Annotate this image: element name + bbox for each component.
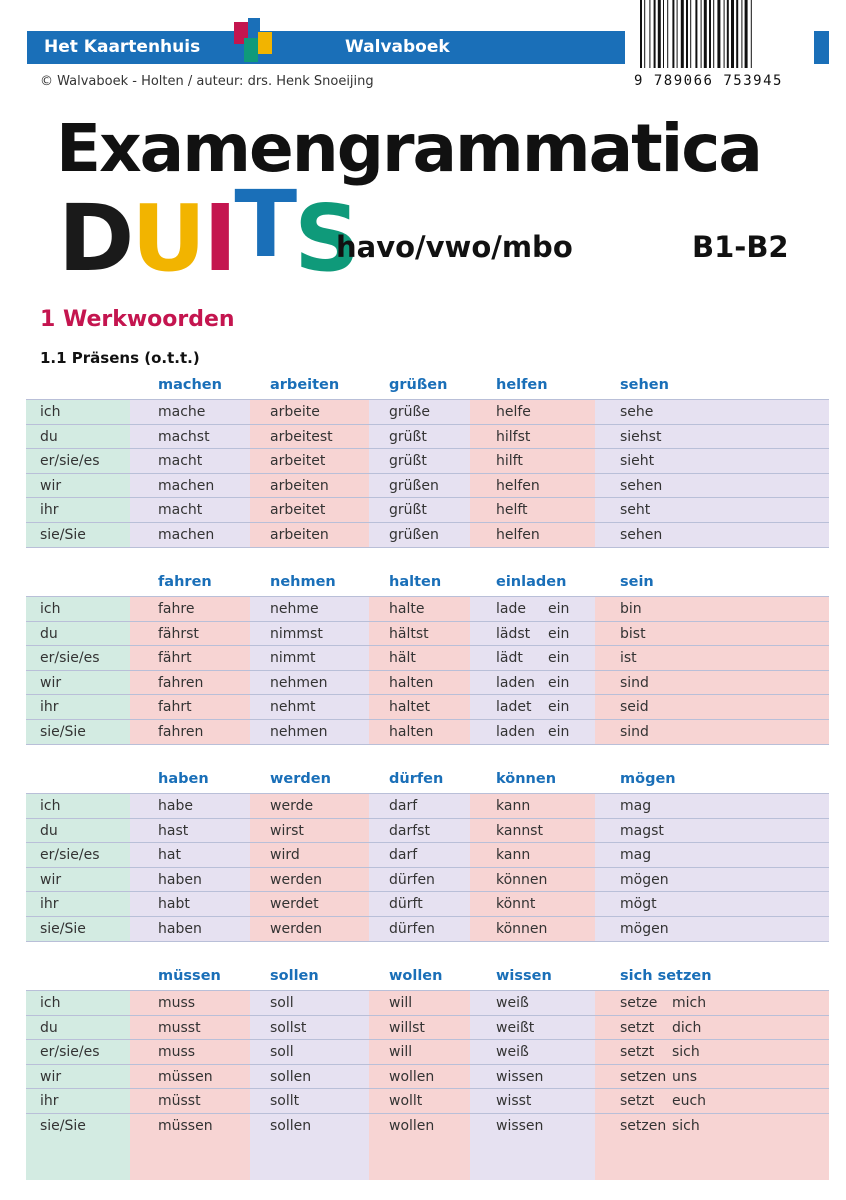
pronoun-label: wir	[40, 871, 62, 888]
table-row	[26, 867, 829, 892]
verb-form: fahren	[158, 674, 204, 691]
verb-infinitive: sehen	[620, 377, 669, 393]
verb-infinitive: sollen	[270, 968, 319, 984]
duits-letter-u: U	[131, 185, 204, 292]
table-row	[26, 399, 829, 424]
verb-infinitive: machen	[158, 377, 222, 393]
conjugation-table	[26, 377, 829, 547]
verb-form: haltet	[389, 699, 430, 716]
verb-form: können	[496, 921, 548, 937]
pronoun-label: sie/Sie	[40, 1118, 86, 1134]
verb-form: darf	[389, 798, 418, 814]
verb-form: grüßen	[389, 527, 439, 543]
verb-form: bist	[620, 625, 646, 642]
table-row	[26, 596, 829, 621]
verb-form: nimmt	[270, 650, 316, 667]
verb-form: fahren	[158, 724, 204, 740]
target-levels: havo/vwo/mbo	[336, 230, 573, 264]
conjugation-table	[26, 771, 829, 941]
verb-form: müssen	[158, 1068, 213, 1085]
table-row	[26, 645, 829, 670]
verb-form: ladet	[496, 699, 532, 716]
verb-form: grüßt	[389, 428, 427, 445]
verb-form: mag	[620, 798, 652, 814]
duits-letter-s: S	[294, 185, 358, 292]
verb-form: sehe	[620, 404, 654, 420]
table-row	[26, 793, 829, 818]
verb-form: halten	[389, 674, 434, 691]
pronoun-label: wir	[40, 477, 62, 494]
verb-form: werde	[270, 798, 314, 814]
verb-form: dürfen	[389, 871, 435, 888]
verb-form: halten	[389, 724, 434, 740]
pronoun-label: ihr	[40, 502, 59, 519]
verb-infinitive: fahren	[158, 574, 212, 590]
pronoun-label: du	[40, 428, 58, 445]
page-title: Examengrammatica	[56, 110, 761, 187]
verb-form: soll	[270, 995, 294, 1011]
table-row	[26, 497, 829, 522]
pronoun-label: ich	[40, 995, 61, 1011]
table-row	[26, 842, 829, 867]
verb-form: grüßen	[389, 477, 439, 494]
verb-form: lade	[496, 601, 526, 617]
duits-letter-t: T	[234, 171, 295, 278]
verb-form: lädst	[496, 625, 531, 642]
verb-form: mögt	[620, 896, 657, 913]
verb-infinitive: müssen	[158, 968, 221, 984]
verb-form: arbeitet	[270, 502, 326, 519]
verb-infinitive: nehmen	[270, 574, 336, 590]
table-row	[26, 891, 829, 916]
verb-form: werden	[270, 871, 322, 888]
table-row	[26, 473, 829, 498]
conjugation-grid	[26, 596, 829, 744]
verb-form: helfe	[496, 404, 531, 420]
conjugation-grid	[26, 793, 829, 941]
verb-form: helft	[496, 502, 528, 519]
verb-form: hältst	[389, 625, 429, 642]
table-row	[26, 916, 829, 941]
verb-form: sehen	[620, 477, 663, 494]
verb-form: hält	[389, 650, 416, 667]
verb-form: grüßt	[389, 502, 427, 519]
verb-form: arbeite	[270, 404, 320, 420]
table-row	[26, 990, 829, 1015]
verb-form: mag	[620, 847, 652, 864]
verb-form: kannst	[496, 822, 543, 839]
verb-form: siehst	[620, 428, 662, 445]
verb-form: hat	[158, 847, 181, 864]
table-row	[26, 818, 829, 843]
table-row	[26, 719, 829, 744]
verb-form: müssen	[158, 1118, 213, 1134]
verb-form: mögen	[620, 871, 669, 888]
table-bottom-rule	[26, 547, 829, 548]
verb-form: weiß	[496, 995, 529, 1011]
verb-form: macht	[158, 453, 203, 470]
verb-form: setze	[620, 995, 658, 1011]
table-row	[26, 694, 829, 719]
verb-form: helfen	[496, 527, 540, 543]
verb-form: grüße	[389, 404, 430, 420]
verb-particle: dich	[672, 1019, 702, 1036]
verb-form: müsst	[158, 1093, 201, 1110]
pronoun-label: du	[40, 822, 58, 839]
table-row	[26, 1113, 829, 1138]
table-row	[26, 1015, 829, 1040]
verb-form: wirst	[270, 822, 304, 839]
verb-infinitive: haben	[158, 771, 209, 787]
duits-letter-d: D	[58, 185, 132, 292]
verb-form: seid	[620, 699, 649, 716]
verb-form: haben	[158, 871, 202, 888]
verb-form: muss	[158, 995, 196, 1011]
verb-particle: mich	[672, 995, 707, 1011]
pronoun-label: ihr	[40, 699, 59, 716]
publisher-name: Het Kaartenhuis	[44, 37, 201, 57]
table-row	[26, 621, 829, 646]
verb-form: sieht	[620, 453, 655, 470]
copyright-line: © Walvaboek - Holten / auteur: drs. Henk Snoeijing	[40, 74, 374, 89]
verb-particle: sich	[672, 1044, 700, 1061]
pronoun-label: sie/Sie	[40, 921, 86, 937]
pronoun-label: ihr	[40, 1093, 59, 1110]
verb-form: nehmen	[270, 724, 328, 740]
pronoun-label: ich	[40, 404, 61, 420]
verb-form: wissen	[496, 1068, 544, 1085]
verb-form: arbeiten	[270, 477, 329, 494]
verb-form: wisst	[496, 1093, 532, 1110]
table-row	[26, 448, 829, 473]
verb-form: nehmt	[270, 699, 316, 716]
pronoun-label: er/sie/es	[40, 650, 100, 667]
verb-form: mache	[158, 404, 206, 420]
verb-particle: ein	[548, 601, 570, 617]
subsection-heading: 1.1 Präsens (o.t.t.)	[40, 349, 200, 367]
verb-form: setzen	[620, 1118, 667, 1134]
verb-form: hast	[158, 822, 189, 839]
pronoun-label: du	[40, 1019, 58, 1036]
barcode-icon	[636, 0, 806, 70]
verb-form: machst	[158, 428, 210, 445]
isbn-number: 9 789066 753945	[634, 73, 783, 89]
pronoun-label: du	[40, 625, 58, 642]
verb-form: machen	[158, 527, 215, 543]
verb-form: könnt	[496, 896, 536, 913]
cefr-level: B1-B2	[692, 230, 789, 264]
verb-form: muss	[158, 1044, 196, 1061]
header-band	[27, 31, 625, 64]
table-bottom-rule	[26, 744, 829, 745]
kaartenhuis-logo-icon	[230, 18, 276, 64]
verb-form: wollen	[389, 1068, 435, 1085]
verb-form: nimmst	[270, 625, 323, 642]
verb-form: darf	[389, 847, 418, 864]
pronoun-label: ihr	[40, 896, 59, 913]
verb-form: sollen	[270, 1068, 312, 1085]
verb-form: laden	[496, 674, 535, 691]
pronoun-label: ich	[40, 601, 61, 617]
verb-form: wird	[270, 847, 300, 864]
verb-form: weiß	[496, 1044, 529, 1061]
pronoun-label: er/sie/es	[40, 453, 100, 470]
verb-form: willst	[389, 1019, 425, 1036]
verb-form: machen	[158, 477, 215, 494]
verb-form: darfst	[389, 822, 430, 839]
verb-form: werden	[270, 921, 322, 937]
verb-form: sollt	[270, 1093, 300, 1110]
verb-infinitive: helfen	[496, 377, 548, 393]
verb-form: setzt	[620, 1044, 655, 1061]
verb-form: setzt	[620, 1093, 655, 1110]
pronoun-label: wir	[40, 1068, 62, 1085]
table-row	[26, 424, 829, 449]
pronoun-label: wir	[40, 674, 62, 691]
verb-form: dürft	[389, 896, 423, 913]
verb-form: setzt	[620, 1019, 655, 1036]
verb-infinitive: sein	[620, 574, 654, 590]
verb-infinitive: mögen	[620, 771, 676, 787]
duits-logo	[58, 171, 358, 292]
conjugation-grid	[26, 990, 829, 1180]
conjugation-grid	[26, 399, 829, 547]
verb-header-row	[26, 574, 829, 596]
pronoun-label: sie/Sie	[40, 724, 86, 740]
verb-form: setzen	[620, 1068, 667, 1085]
table-bottom-rule	[26, 941, 829, 942]
verb-form: fährst	[158, 625, 199, 642]
conjugation-table	[26, 574, 829, 744]
conjugation-table	[26, 968, 829, 1180]
verb-infinitive: halten	[389, 574, 442, 590]
verb-form: halte	[389, 601, 425, 617]
verb-form: will	[389, 995, 413, 1011]
verb-form: fahrt	[158, 699, 192, 716]
verb-form: musst	[158, 1019, 201, 1036]
verb-form: werdet	[270, 896, 319, 913]
verb-form: macht	[158, 502, 203, 519]
verb-form: habt	[158, 896, 190, 913]
table-row	[26, 670, 829, 695]
verb-form: bin	[620, 601, 642, 617]
table-row	[26, 1039, 829, 1064]
duits-letter-i: I	[203, 185, 235, 292]
verb-form: nehmen	[270, 674, 328, 691]
verb-form: können	[496, 871, 548, 888]
verb-header-row	[26, 771, 829, 793]
verb-form: hilfst	[496, 428, 531, 445]
verb-infinitive: werden	[270, 771, 331, 787]
table-row	[26, 522, 829, 547]
verb-form: hilft	[496, 453, 523, 470]
verb-form: grüßt	[389, 453, 427, 470]
verb-header-row	[26, 968, 829, 990]
verb-form: haben	[158, 921, 202, 937]
verb-infinitive: arbeiten	[270, 377, 340, 393]
verb-form: fahre	[158, 601, 195, 617]
verb-form: fährt	[158, 650, 192, 667]
verb-infinitive: wissen	[496, 968, 552, 984]
brand-name: Walvaboek	[345, 37, 450, 57]
verb-infinitive: dürfen	[389, 771, 444, 787]
table-row	[26, 1064, 829, 1089]
section-heading: 1 Werkwoorden	[40, 307, 235, 332]
verb-particle: ein	[548, 674, 570, 691]
verb-form: helfen	[496, 477, 540, 494]
pronoun-label: sie/Sie	[40, 527, 86, 543]
verb-form: laden	[496, 724, 535, 740]
pronoun-label: er/sie/es	[40, 847, 100, 864]
verb-particle: ein	[548, 650, 570, 667]
verb-infinitive: wollen	[389, 968, 443, 984]
verb-form: wollt	[389, 1093, 423, 1110]
verb-particle: ein	[548, 724, 570, 740]
pronoun-label: er/sie/es	[40, 1044, 100, 1061]
verb-form: mögen	[620, 921, 669, 937]
verb-particle: ein	[548, 699, 570, 716]
verb-form: sollst	[270, 1019, 307, 1036]
table-row	[26, 1088, 829, 1113]
verb-form: dürfen	[389, 921, 435, 937]
verb-form: habe	[158, 798, 193, 814]
verb-form: sollen	[270, 1118, 312, 1134]
header-side-block	[814, 31, 829, 64]
verb-particle: sich	[672, 1118, 700, 1134]
verb-form: kann	[496, 847, 531, 864]
verb-particle: uns	[672, 1068, 698, 1085]
verb-form: ist	[620, 650, 637, 667]
verb-form: kann	[496, 798, 531, 814]
verb-infinitive: können	[496, 771, 557, 787]
verb-form: weißt	[496, 1019, 535, 1036]
verb-infinitive: grüßen	[389, 377, 448, 393]
verb-form: arbeiten	[270, 527, 329, 543]
verb-form: seht	[620, 502, 651, 519]
verb-form: lädt	[496, 650, 523, 667]
verb-particle: euch	[672, 1093, 707, 1110]
verb-form: nehme	[270, 601, 319, 617]
verb-header-row	[26, 377, 829, 399]
verb-form: sind	[620, 674, 649, 691]
pronoun-label: ich	[40, 798, 61, 814]
verb-infinitive: einladen	[496, 574, 567, 590]
verb-form: arbeitet	[270, 453, 326, 470]
verb-form: sind	[620, 724, 649, 740]
verb-form: soll	[270, 1044, 294, 1061]
verb-form: will	[389, 1044, 413, 1061]
verb-form: wollen	[389, 1118, 435, 1134]
verb-particle: ein	[548, 625, 570, 642]
verb-infinitive: sich setzen	[620, 968, 712, 984]
verb-form: arbeitest	[270, 428, 333, 445]
verb-form: wissen	[496, 1118, 544, 1134]
verb-form: magst	[620, 822, 664, 839]
verb-form: sehen	[620, 527, 663, 543]
